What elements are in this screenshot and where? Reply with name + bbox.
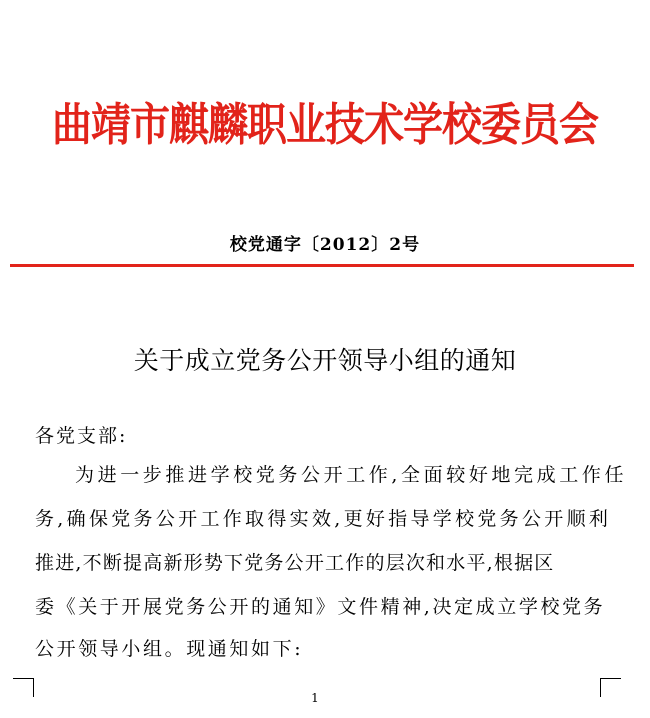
notice-title: 关于成立党务公开领导小组的通知 <box>133 346 517 375</box>
body-line: 公开领导小组。现通知如下: <box>35 638 304 660</box>
body-line: 委《关于开展党务公开的通知》文件精神,决定成立学校党务 <box>35 596 606 618</box>
body-line: 务,确保党务公开工作取得实效,更好指导学校党务公开顺利 <box>35 508 612 530</box>
document-number: 校党通字〔2012〕2号 <box>229 235 421 255</box>
body-line: 推进,不断提高新形势下党务公开工作的层次和水平,根据区 <box>35 552 555 574</box>
organization-header: 曲靖市麒麟职业技术学校委员会 <box>52 98 598 152</box>
page-number: 1 <box>311 691 319 705</box>
body-line: 为进一步推进学校党务公开工作,全面较好地完成工作任 <box>75 464 628 486</box>
red-divider-line <box>10 264 634 267</box>
salutation: 各党支部: <box>35 425 128 447</box>
